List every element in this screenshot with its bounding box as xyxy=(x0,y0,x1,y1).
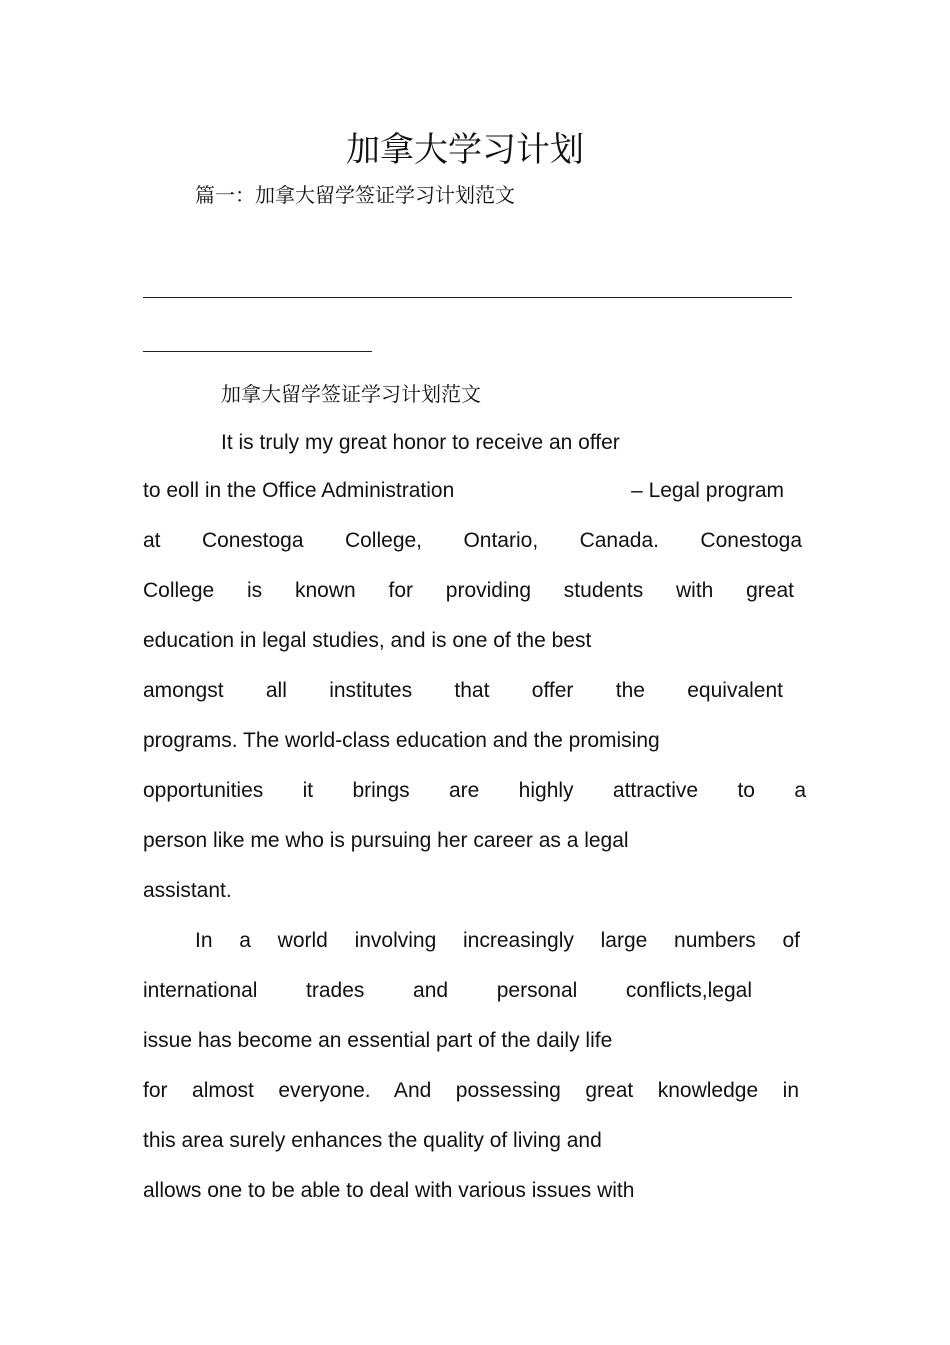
text-line: programs. The world-class education and the promising xyxy=(143,729,660,752)
section-heading: 加拿大留学签证学习计划范文 xyxy=(221,382,481,406)
text-line: opportunities it brings are highly attractive to a xyxy=(143,779,806,802)
text-line: person like me who is pursuing her career as a legal xyxy=(143,829,629,852)
divider-line xyxy=(143,297,792,298)
text-line: international trades and personal conflicts,legal xyxy=(143,979,752,1002)
text-line: assistant. xyxy=(143,879,232,902)
text-line: for almost everyone. And possessing great knowledge in xyxy=(143,1079,799,1102)
text-line: at Conestoga College, Ontario, Canada. Conestoga xyxy=(143,529,802,552)
text-line: It is truly my great honor to receive an offer xyxy=(221,431,620,454)
text-line: this area surely enhances the quality of living and xyxy=(143,1129,602,1152)
subtitle: 篇一：加拿大留学签证学习计划范文 xyxy=(195,183,515,207)
text-line: education in legal studies, and is one of the best xyxy=(143,629,592,652)
document-title: 加拿大学习计划 xyxy=(346,130,584,170)
text-line: issue has become an essential part of the daily life xyxy=(143,1029,613,1052)
text-line xyxy=(143,478,784,504)
text-line: College is known for providing students with great xyxy=(143,579,794,602)
divider-line-short xyxy=(143,351,372,352)
text-line: In a world involving increasingly large numbers of xyxy=(195,929,800,952)
text-segment: – Legal program xyxy=(631,479,784,502)
text-line: amongst all institutes that offer the equivalent xyxy=(143,679,783,702)
text-segment: to eoll in the Office Administration xyxy=(143,479,455,502)
text-line: allows one to be able to deal with various issues with xyxy=(143,1179,635,1202)
